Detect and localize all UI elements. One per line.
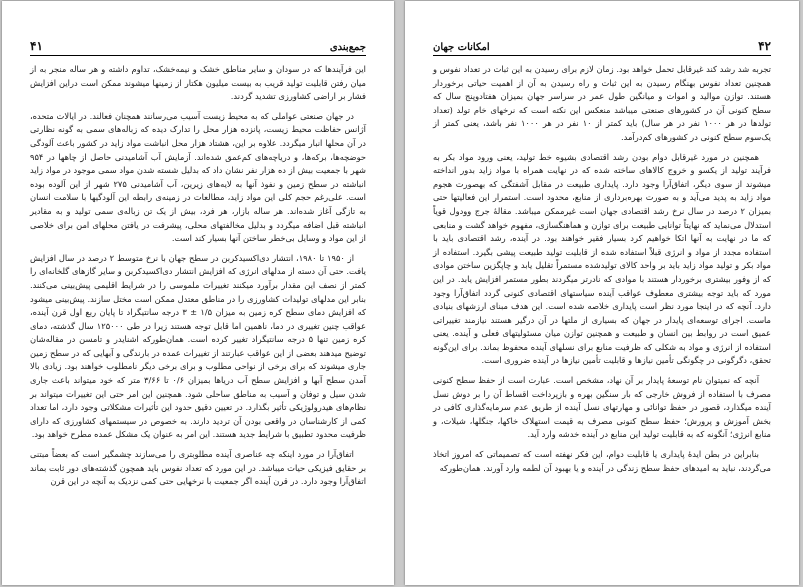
right-page-body <box>433 63 771 579</box>
paragraph: از ۱۹۵۰ تا ۱۹۸۰، انتشار دی‌اکسیدکربن در سطح جهان با نرخ متوسط ۲ درصد در سال افزایش یافت. حتی آن دسته از مدلهای انرژی که افزایش انتشار دی‌اکسیدکربن و سایر گازهای گلخانه‌ای را کمتر از نصف این مقدار برآورد میکنند تغییرات ملموسی را در شرایط اقلیمی پیش‌بینی می‌کنند. بنابر این مدلهای تولیدات کشاورزی را در مناطق معتدل ممکن است مختل سازند. پیش‌بینی میشود که افزایش دمای سطح کره زمین به میزان ۱/۵ ± ۳ درجه سانتیگراد تا پایان ربع اول قرن آینده، عواقب چنین تغییری در دما، ناهمین اما قابل توجه هستند زیرا در طی ۱۲۵۰۰۰ سال گذشته، دمای کره زمین تنها ۵ درجه سانتیگراد تغییر کرده است. همان‌طورکه اشنایدر و تامسن در مقاله‌شان توضیح میدهند بعضی از این عواقب عبارتند از تغییرات عمده در بارندگی و آبهایی که در سطح زمین جاری میشوند که برای برخی از نواحی مطلوب و برای برخی دیگر نامطلوب خواهند بود. زیادی بالا آمدن سطح آبها و افزایش سطح آب دریاها بمیزان ۰/۶ تا ۳/۶۶ متر که خود میتواند باعث جاری شدن سیل و توفان و آسیب به مناطق ساحلی شود. همچنین این امر حتی این تغییرات میتواند بر نظام‌های هیدرولوژیکی تأثیر بگذارد. در تعیین دقیق حدود این تأثیرات مشکلاتی وجود دارد، اما تعداد کمی از کارشناسان در واقعی بودن آن تردید دارند. به خصوص در سیستمهای کشاورزی که دارای ظرفیت محدود تطبیق با شرایط جدید هستند. این امر به عنوان یک مشکل عمده مطرح خواهد بود. <box>30 252 367 440</box>
paragraph: این فرآیندها که در سودان و سایر مناطق خشک و نیمه‌خشک، تداوم داشته و هر ساله منجر به از میان رفتن قابلیت تولید قریب به بیست میلیون هکتار از زمینها میشوند ممکن است دراین افزایش فشار بر اراضی کشاورزی تشدید گردند. <box>30 64 366 102</box>
left-page <box>2 1 394 585</box>
paragraph: اتفاق‌آرا در مورد اینکه چه عناصری آینده مطلوبتری را می‌سازند چشمگیر است که بعضاً مبتنی بر حقایق فیزیکی حیات میباشد. در این مورد که تعداد نفوس باید همچون گذشته‌های دور ثابت بماند اتفاق‌آرا وجود دارد. در قرن آینده اگر جمعیت با نرخهایی حتی کمی نزدیک به آنچه در این قرن <box>30 449 366 487</box>
left-page-body <box>30 63 366 579</box>
page-number: ۴۲ <box>758 39 771 53</box>
right-page <box>405 1 799 585</box>
paragraph: همچنین در مورد غیرقابل دوام بودن رشد اقتصادی بشیوه خط تولید، یعنی ورود مواد بکر به فرآیند تولید از یکسو و خروج کالاهای ساخته شده که در نهایت همراه با مواد زاید بدور انداخته میشوند از سوی دیگر، اتفاق‌آرا وجود دارد. پایداری طبیعت در مقابل آشفتگی که بهصورت هجوم مواد زاید به پدید می‌آید و به صورت بهره‌برداری از منابع، محدود است. استمرار این فعالیتها حتی بمیزان ۲ درصد در سال نرخ رشد اقتصادی جهان است غیرممکن میباشد. مقالهٔ جرج وودول قویاً استدلال می‌نماید که نهایتاً توانایی طبیعت برای توازن و هماهنگسازی، مفهوم خواهد گشت و منابعی که ما در نهایت به آنها اتکا خواهیم کرد بسیار فقیر خواهند بود. در آینده، رشد اقتصادی باید با استفاده مجدد از مواد و انرژی قبلاً استفاده شده از قابلیت تولید طبیعت پیشی بگیرد. استفاده از مواد بکر و تولید مواد زاید باید بر واحد کالای تولیدشده مستمراً تقلیل یابد و چاپگزین ساختن موادی که از وفور بیشتری برخوردار هستند با موادی که نادرتر میگردند بطور مستمر افزایش یابد. در این مورد که باید توجه بیشتری معطوف عواقب آینده سیاستهای اقتصادی کنونی گردد اتفاق‌آرا وجود دارد. آنچه که در اینجا مورد نظر است پایداری خلاصه شده است. این هدف مبنای ارزشهای بنیادی ماست. اجرای توسعه‌ای پایدار در جهان که بسیاری از ملتها در آن درگیر هستند نیازمند تغییراتی عمیق است در روابط بین انسان و طبیعت و همچنین توازن میان مسئولیتهای فعلی و آینده. یعنی استفاده از انرژی و مواد به شکلی که ظرفیت منابع برای نسلهای آینده محفوظ بماند. برای این‌گونه تحقق، دگرگونی در چگونگی تأمین نیازها و قابلیت تأمین نیازها در آینده ضروری است. <box>433 151 771 366</box>
page-number: ۴۱ <box>30 39 43 53</box>
paragraph: تجربه شد رشد کند غیرقابل تحمل خواهد بود. زمان لازم برای رسیدن به این ثبات در تعداد نفوس و همچنین تعداد نفوس بهنگام رسیدن به این ثبات و راه رسیدن به آن از اهمیت حیاتی برخوردار هستند. توازن موالید و اموات و میانگین طول عمر در سراسر جهان بمیزان هفتادوپنج سال که سطح کنونی آن در کشورهای صنعتی میباشد منعکس این نکته است که نرخهای خام تولد (تعداد تولدها در هر ۱۰۰۰ نفر در هر سال) باید کمتر از ۱۰ نفر در هر ۱۰۰۰ نفر باشد، یعنی کمتر از یک‌سوم سطح کنونی در کشورهای کم‌درآمد. <box>433 64 772 142</box>
right-page-header <box>433 39 771 56</box>
paragraph: در جهان صنعتی عواملی که به محیط زیست آسیب می‌رسانند همچنان فعالند. در ایالات متحده، آژانس حفاظت محیط زیست، پانزده هزار محل را تدارک دیده که زباله‌های سمی به گونه نظارتی در آن محلها انبار میگردد. علاوه بر این، هشتاد هزار محل انباشت مواد زاید در کشور باعث آلودگی حوضچه‌ها، برکه‌ها، و دریاچه‌های کم‌عمق شده‌اند. آزمایش آب آشامیدنی حاصل از چاهها در ۹۵۴ شهر با جمعیت بیش از ده هزار نفر نشان داد که بدلیل شسته شدن مواد سمی موجود در مواد زاید انباشته در سطح زمین و نفوذ آنها به لایه‌های زیرین، آب آشامیدنی ۲۷۵ شهر از این آلوده بوده است. علی‌رغم حجم کلی این مواد زاید، مطالعات در زمینه‌ی رابطه این آلودگیها با سلامت انسان به تازگی آغاز شده‌اند. هر ساله بازار، هر فرد، بیش از یک تن زباله‌ی سمی تولید و به مقادیر انباشته قبل اضافه میگردد و بدلیل مخالفتهای محلی، پیشرفت در یافتن محلهای امن برای خلاصی از این مواد و وسایل بی‌خطر ساختن آنها بسیار کند است. <box>30 110 366 244</box>
paragraph: آنچه که نمیتوان نام توسعهٔ پایدار بر آن نهاد، مشخص است. عبارت است از حفظ سطح کنونی مصرف با استفاده از فروش خارجی که بار سنگین بهره و بازپرداخت اقساط آن را بر دوش نسل آینده میگذارد، قصور در حفظ توانائی و مهارتهای نسل آینده از طریق عدم سرمایه‌گذاری کافی در بخش آموزش و پرورش؛ حفظ سطح کنونی مصرف به قیمت استهلاک خاکها، جنگلها، شیلات، و منابع انرژی؛ آنگونه که به قابلیت تولید این منابع در آینده خدشه وارد آید. <box>433 375 771 440</box>
running-title: امکانات جهان <box>433 42 490 53</box>
running-title: جمع‌بندی <box>329 42 366 53</box>
left-page-header <box>30 39 366 56</box>
paragraph: بنابراین در بطن ایدهٔ پایداری یا قابلیت دوام، این فکر نهفته است که تصمیماتی که امروز اتخاذ می‌گردند، نباید به امیدهای حفظ سطح زندگی در آینده و یا بهبود آن لطمه وارد آورند. همان‌طورکه <box>433 449 771 473</box>
